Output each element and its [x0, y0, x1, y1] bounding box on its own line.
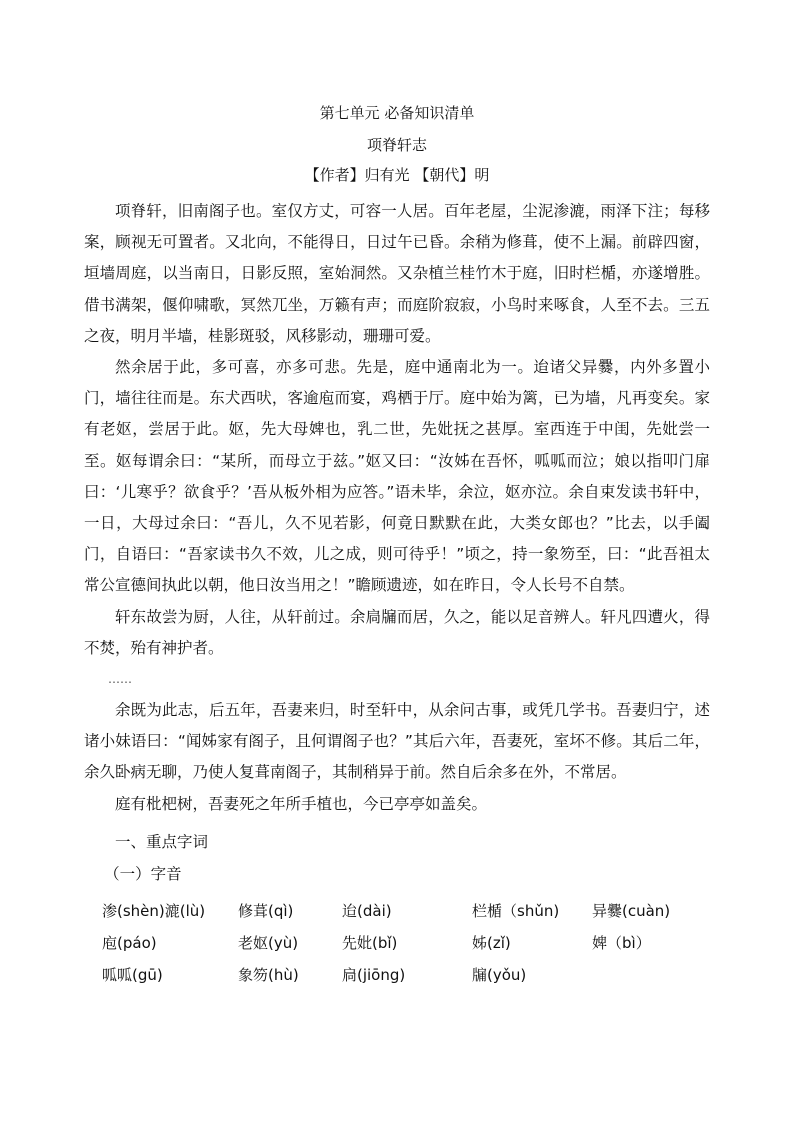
unit-title: 第七单元 必备知识清单	[319, 104, 475, 122]
vocab-item: 迨(dài)	[342, 901, 392, 920]
vocab-item: 姊(zǐ)	[472, 933, 511, 952]
omission-mark: ……	[108, 672, 132, 687]
vocab-item: 牖(yǒu)	[472, 965, 527, 984]
vocab-item: 庖(páo)	[102, 933, 157, 952]
paragraph-2: 然余居于此，多可喜，亦多可悲。先是，庭中通南北为一。迨诸父异爨，内外多置小门，墙往往而是。东犬西吠，客逾庖而宴，鸡栖于厅。庭中始为篱，已为墙，凡再变矣。家有老妪，尝居于此。妪，先大母婢也，乳二世，先妣抚之甚厚。室西连于中闺，先妣尝一至。妪每谓余曰：“某所，而母立于兹。”妪又曰：“汝姊在吾怀，呱呱而泣；娘以指叩门扉曰：‘儿寒乎？欲食乎？’吾从板外相为应答。”语未毕，余泣，妪亦泣。余自束发读书轩中，一日，大母过余曰：“吾儿，久不见若影，何竟日默默在此，大类女郎也？”比去，以手阖门，自语曰：“吾家读书久不效，儿之成，则可待乎！”顷之，持一象笏至，曰：“此吾祖太常公宣德间执此以朝，他日汝当用之！”瞻顾遗迹，如在昨日，令人长号不自禁。	[84, 358, 710, 595]
vocab-item: 呱呱(gū)	[102, 965, 163, 984]
vocab-item: 栏楯（shǔn)	[472, 901, 560, 920]
paragraph-4: 余既为此志，后五年，吾妻来归，时至轩中，从余问古事，或凭几学书。吾妻归宁，述诸小妹语曰：“闻姊家有阁子，且何谓阁子也？”其后六年，吾妻死，室坏不修。其后二年，余久卧病无聊，乃使人复葺南阁子，其制稍异于前。然自后余多在外，不常居。	[84, 701, 710, 782]
paragraph-3: 轩东故尝为厨，人往，从轩前过。余扃牖而居，久之，能以足音辨人。轩凡四遭火，得不焚，殆有神护者。	[84, 607, 710, 657]
vocab-item: 渗(shèn)漉(lù)	[102, 901, 206, 920]
vocab-item: 先妣(bǐ)	[342, 933, 398, 952]
vocab-item: 扃(jiōng)	[342, 965, 406, 984]
vocab-item: 象笏(hù)	[238, 965, 299, 984]
article-body	[84, 196, 710, 820]
pronunciation-table	[102, 894, 702, 990]
vocab-item: 婢（bì）	[592, 933, 651, 952]
vocab-item: 修葺(qì)	[238, 901, 294, 920]
paragraph-1: 项脊轩，旧南阁子也。室仅方丈，可容一人居。百年老屋，尘泥渗漉，雨泽下注；每移案，顾视无可置者。又北向，不能得日，日过午已昏。余稍为修葺，使不上漏。前辟四窗，垣墙周庭，以当南日，日影反照，室始洞然。又杂植兰桂竹木于庭，旧时栏楯，亦遂增胜。借书满架，偃仰啸歌，冥然兀坐，万籁有声；而庭阶寂寂，小鸟时来啄食，人至不去。三五之夜，明月半墙，桂影斑驳，风移影动，珊珊可爱。	[84, 202, 710, 345]
vocab-row	[102, 926, 702, 958]
vocab-item: 异爨(cuàn)	[592, 901, 671, 920]
vocab-row	[102, 894, 702, 926]
text-title: 项脊轩志	[366, 136, 427, 154]
vocab-item: 老妪(yù)	[238, 933, 299, 952]
section-heading-key-words: 一、重点字词	[115, 833, 209, 851]
author-dynasty-line: 【作者】归有光 【朝代】明	[304, 166, 490, 184]
vocab-row	[102, 958, 702, 990]
subsection-heading-pronunciation: （一）字音	[104, 865, 182, 883]
paragraph-5: 庭有枇杷树，吾妻死之年所手植也，今已亭亭如盖矣。	[115, 794, 488, 813]
